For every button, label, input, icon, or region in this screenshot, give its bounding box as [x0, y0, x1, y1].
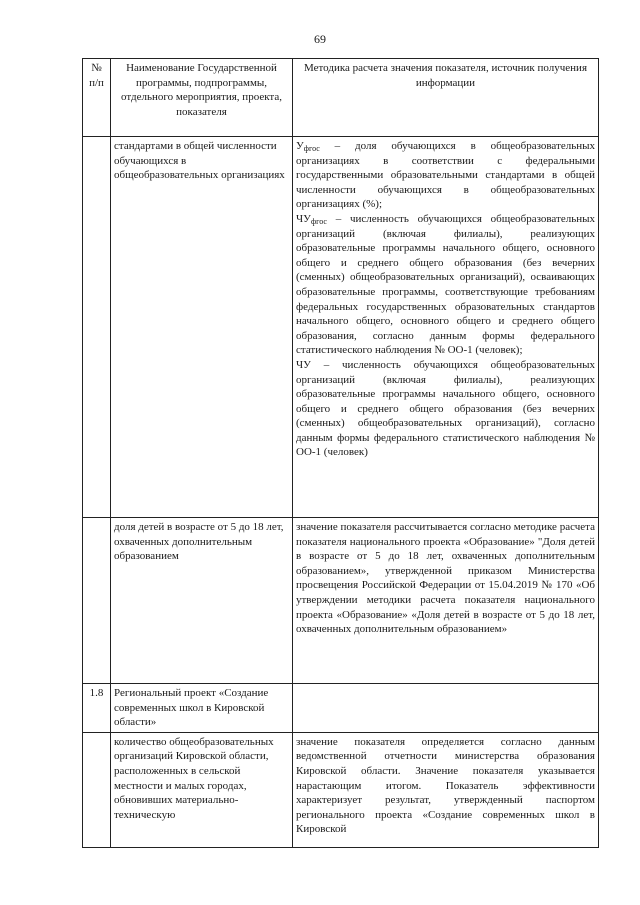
header-name: Наименование Государственной программы, подпрограммы, отдельного мероприятия, проекта, показателя: [111, 59, 293, 137]
row-number: [83, 732, 111, 847]
methodology-text: значение показателя определяется согласно данным ведомственной отчетности министерства образования Кировской области. Значение показателя указывается нарастающим итогом. Показатель эффективности характеризует результат, утвержденный паспортом регионального проекта «Создание современных школ в Кировской: [293, 732, 599, 847]
formula-variable-definition: $ЧУ_{фгос}$ – численность обучающихся общеобразовательных организаций (включая филиалы), реализующих образовательные программы начального общего, основного общего и среднего общего образования (без вечерних (сменных) общеобразовательных организаций), осваивающих образовательные программы, соответствующие требованиям федеральных государственных образовательных стандартов начального общего, основного общего и среднего общего образования, согласно данным формы федерального статистического наблюдения № ОО-1 (человек);: [296, 212, 595, 357]
formula-variable-definition: $У_{фгос}$ – доля обучающихся в общеобразовательных организациях в соответствии с федеральными государственными образовательными стандартами в общей численности обучающихся в общеобразовательных организациях (%);: [296, 140, 595, 211]
methodology-text: [293, 137, 599, 518]
table-row: [83, 684, 599, 733]
indicator-name: доля детей в возрасте от 5 до 18 лет, охваченных дополнительным образованием: [111, 518, 293, 684]
table-row: [83, 518, 599, 684]
page-number: 69: [314, 32, 326, 46]
formula-variable-definition: ЧУ – численность обучающихся общеобразовательных организаций (включая филиалы), реализующих образовательные программы начального общего, основного общего и среднего общего образования (без вечерних (сменных) общеобразовательных организаций), согласно данным формы федерального статистического наблюдения № ОО-1 (человек): [296, 358, 595, 459]
indicator-name: количество общеобразовательных организаций Кировской области, расположенных в сельской местности и малых городах, обновивших материально-техническую: [111, 732, 293, 847]
table-row: [83, 137, 599, 518]
table-row: [83, 732, 599, 847]
row-number: [83, 518, 111, 684]
methodology-table: [82, 58, 599, 848]
table-header-row: [83, 59, 599, 137]
header-number: № п/п: [83, 59, 111, 137]
row-number: 1.8: [83, 684, 111, 733]
project-name: Региональный проект «Создание современных школ в Кировской области»: [111, 684, 293, 733]
methodology-text: значение показателя рассчитывается согласно методике расчета показателя национального проекта «Образование» "Доля детей в возрасте от 5 до 18 лет, охваченных дополнительным образованием», утвержденной приказом Министерства просвещения Российской Федерации от 15.04.2019 № 170 «Об утверждении методики расчета показателя национального проекта «Образование» «Доля детей в возрасте от 5 до 18 лет, охваченных дополнительным образованием»: [293, 518, 599, 684]
indicator-name: стандартами в общей численности обучающихся в общеобразовательных организациях: [111, 137, 293, 518]
row-number: [83, 137, 111, 518]
header-methodology: Методика расчета значения показателя, источник получения информации: [293, 59, 599, 137]
methodology-text: [293, 684, 599, 733]
